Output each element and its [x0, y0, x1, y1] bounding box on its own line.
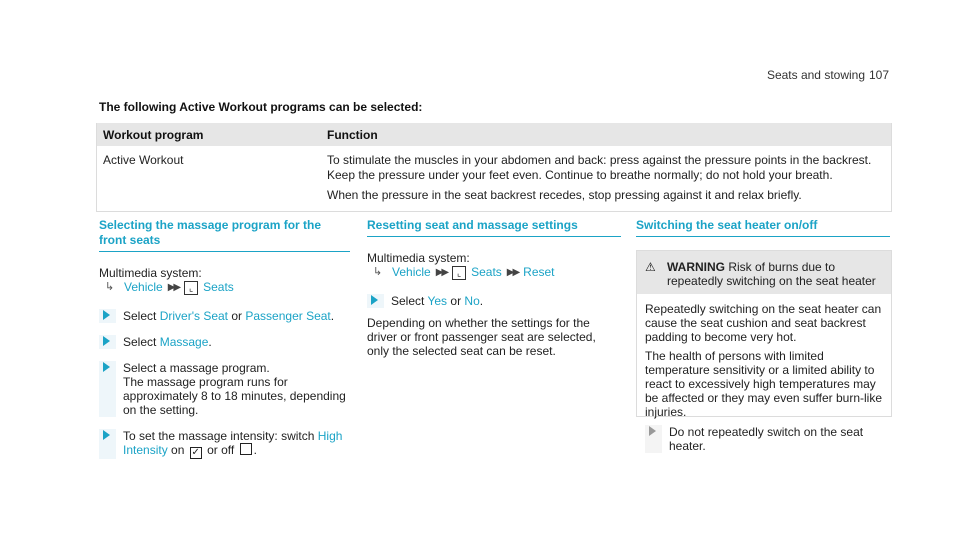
- option-yes[interactable]: Yes: [427, 294, 448, 308]
- step-arrow-icon: [645, 425, 662, 453]
- warning-body: [637, 294, 891, 453]
- path-seats[interactable]: Seats: [203, 280, 234, 294]
- step-select-yes-no: Select Yes or No.: [367, 294, 621, 308]
- step-arrow-icon: [367, 294, 384, 308]
- warning-header: [637, 251, 891, 294]
- warning-label: WARNING: [667, 260, 725, 274]
- header-workout-program: Workout program: [103, 127, 204, 142]
- function-text-2: When the pressure in the seat backrest recedes, stop pressing against it and relax briefly.: [327, 188, 802, 202]
- reset-section: [367, 218, 621, 358]
- turn-arrow-icon: ↳: [373, 266, 383, 278]
- option-massage[interactable]: Massage: [159, 335, 209, 349]
- table-row: [97, 146, 891, 211]
- menu-path: [99, 280, 350, 295]
- menu-path: [367, 265, 621, 280]
- option-high-intensity[interactable]: High Intensity: [123, 429, 343, 457]
- step-arrow-icon: [99, 335, 116, 349]
- warning-paragraph-1: Repeatedly switching on the seat heater can cause the seat cushion and seat backrest padding to become very hot.: [645, 302, 882, 344]
- double-chevron-icon: ▶▶: [506, 267, 519, 278]
- reset-description: Depending on whether the settings for the driver or front passenger seat are selected, only the selected seat can be reset.: [367, 316, 596, 358]
- path-vehicle[interactable]: Vehicle: [392, 265, 431, 279]
- workout-table: [96, 123, 892, 212]
- path-seats[interactable]: Seats: [471, 265, 502, 279]
- reset-heading: Resetting seat and massage settings: [367, 218, 621, 237]
- step-select-program: Select a massage program. The massage program runs for approximately 8 to 18 minutes, depending on the setting.: [99, 361, 350, 417]
- option-drivers-seat[interactable]: Driver's Seat: [159, 309, 229, 323]
- massage-heading: Selecting the massage program for the front seats: [99, 218, 350, 252]
- function-text-1: To stimulate the muscles in your abdomen and back: press against the pressure points in the backrest. Keep the pressure under your feet even. Continue to breathe normally; do not hold your breath.: [327, 153, 872, 182]
- option-no[interactable]: No: [464, 294, 480, 308]
- seat-icon: ⌞: [184, 281, 198, 295]
- seat-icon: ⌞: [452, 266, 466, 280]
- step-arrow-icon: [99, 429, 116, 459]
- checkbox-empty-icon: [240, 443, 252, 455]
- heater-section: [636, 218, 890, 237]
- warning-text: Risk of burns due to repeatedly switching on the seat heater: [667, 260, 876, 288]
- checkbox-checked-icon: ✓: [191, 447, 200, 458]
- step-arrow-icon: [99, 361, 116, 417]
- multimedia-label: Multimedia system:: [367, 251, 470, 265]
- cell-function: [327, 153, 887, 203]
- multimedia-label: Multimedia system:: [99, 266, 202, 280]
- option-passenger-seat[interactable]: Passenger Seat: [245, 309, 331, 323]
- step-arrow-icon: [99, 309, 116, 323]
- step-select-seat: Select Driver's Seat or Passenger Seat.: [99, 309, 350, 323]
- intro-heading: The following Active Workout programs can be selected:: [99, 100, 423, 114]
- path-vehicle[interactable]: Vehicle: [124, 280, 163, 294]
- massage-section: [99, 218, 350, 459]
- turn-arrow-icon: ↳: [105, 281, 115, 293]
- table-header-row: [97, 123, 891, 146]
- running-header: Seats and stowing: [766, 68, 865, 82]
- warning-box: [636, 250, 892, 453]
- header-function: Function: [327, 127, 378, 142]
- step-do-not-repeat: Do not repeatedly switch on the seat heater.: [645, 425, 883, 453]
- warning-paragraph-2: The health of persons with limited temperature sensitivity or a limited ability to react to excessively high temperatures may be affected or they may even suffer burn-like injuries.: [645, 349, 883, 419]
- cell-program: Active Workout: [103, 153, 184, 167]
- warning-triangle-icon: ⚠: [645, 260, 656, 274]
- double-chevron-icon: ▶▶: [167, 282, 180, 293]
- path-reset[interactable]: Reset: [523, 265, 555, 279]
- step-select-massage: Select Massage.: [99, 335, 350, 349]
- page-number: 107: [869, 68, 890, 82]
- step-intensity: To set the massage intensity: switch High Intensity on ✓ or off .: [99, 429, 350, 459]
- heater-heading: Switching the seat heater on/off: [636, 218, 890, 237]
- double-chevron-icon: ▶▶: [435, 267, 448, 278]
